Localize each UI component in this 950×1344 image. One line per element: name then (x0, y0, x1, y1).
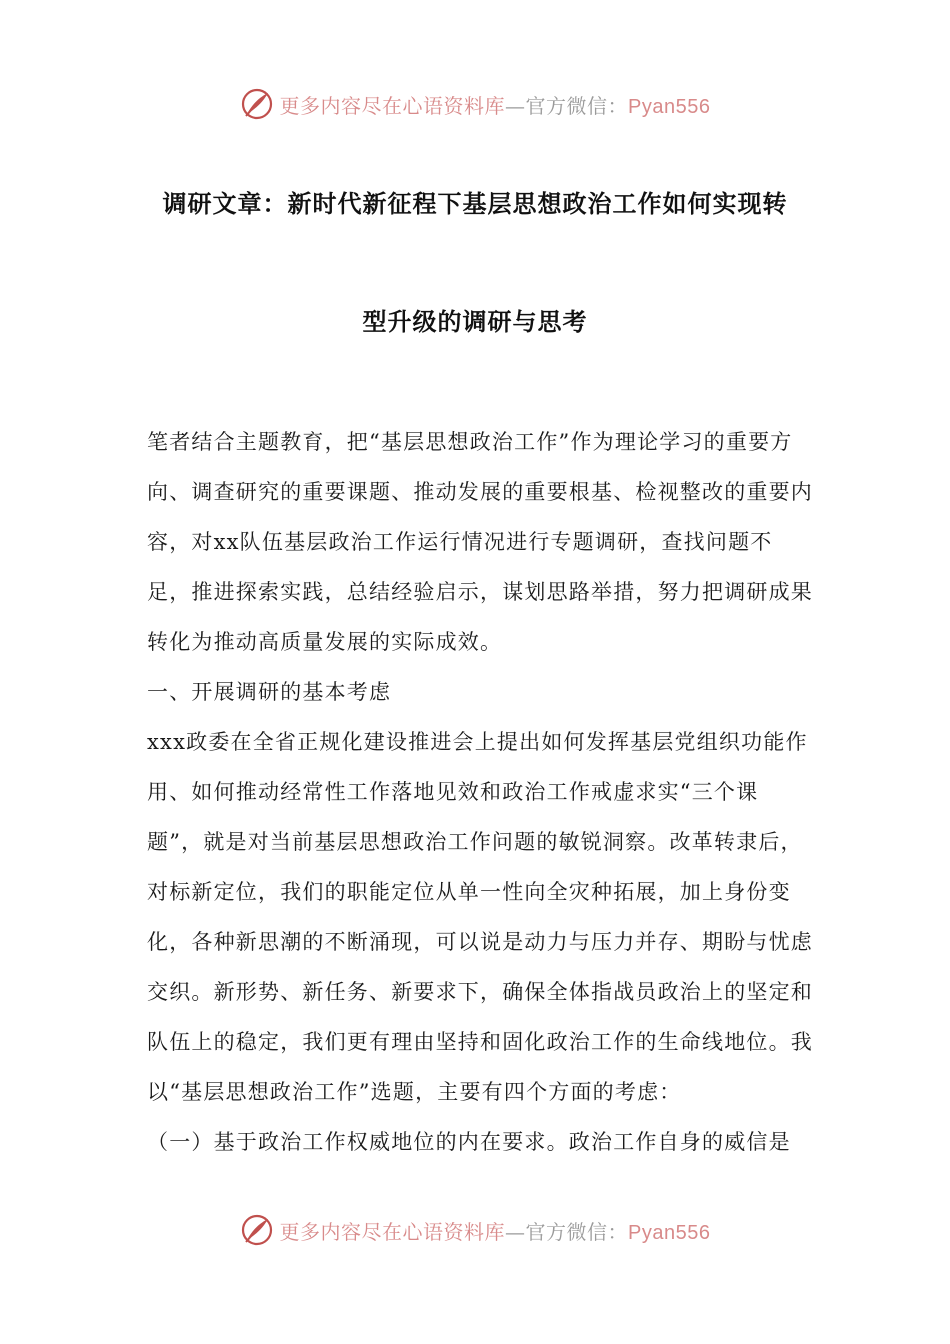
section-heading: 一、开展调研的基本考虑 (147, 680, 392, 704)
paragraph-intro: 笔者结合主题教育，把“基层思想政治工作”作为理论学习的重要方向、调查研究的重要课题、推动发展的重要根基、检视整改的重要内容，对xx队伍基层政治工作运行情况进行专题调研，查找问题不足，推进探索实践，总结经验启示，谋划思路举措，努力把调研成果转化为推动高质量发展的实际成效。 (147, 430, 813, 654)
feather-pen-logo-icon (240, 87, 274, 121)
paragraph-subsection-1: （一）基于政治工作权威地位的内在要求。政治工作自身的威信是 (147, 1130, 791, 1154)
paragraph-background: xxx政委在全省正规化建设推进会上提出如何发挥基层党组织功能作用、如何推动经常性工作落地见效和政治工作戒虚求实“三个课题”，就是对当前基层思想政治工作问题的敏锐洞察。改革转隶后，对标新定位，我们的职能定位从单一性向全灾种拓展，加上身份变化，各种新思潮的不断涌现，可以说是动力与压力并存、期盼与忧虑交织。新形势、新任务、新要求下，确保全体指战员政治上的坚定和队伍上的稳定，我们更有理由坚持和固化政治工作的生命线地位。我以“基层思想政治工作”选题，主要有四个方面的考虑： (147, 730, 813, 1104)
feather-pen-logo-icon (240, 1213, 274, 1247)
watermark-text: 更多内容尽在心语资料库—官方微信：Pyan556 (279, 93, 711, 118)
header-watermark (0, 82, 950, 126)
watermark-text: 更多内容尽在心语资料库—官方微信：Pyan556 (279, 1219, 711, 1244)
footer-watermark (0, 1208, 950, 1252)
document-title-line-1: 调研文章：新时代新征程下基层思想政治工作如何实现转 (162, 190, 788, 218)
document-title-line-2: 型升级的调研与思考 (362, 308, 588, 336)
document-body (147, 417, 813, 1167)
